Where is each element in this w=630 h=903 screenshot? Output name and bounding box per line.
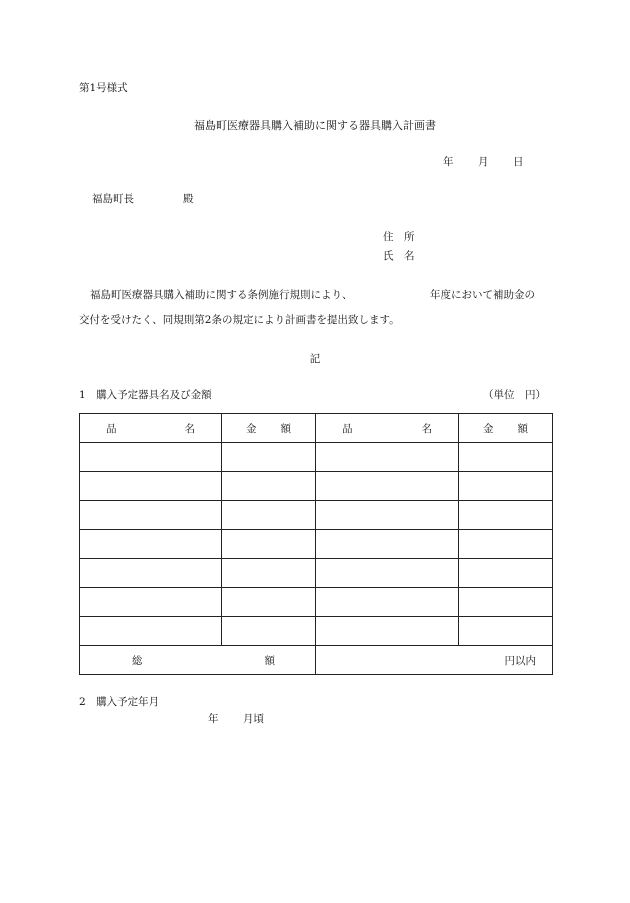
header-amount-1: 金 額 — [222, 414, 316, 443]
item-name-cell[interactable] — [316, 443, 459, 472]
amount-cell[interactable] — [459, 530, 553, 559]
amount-cell[interactable] — [222, 588, 316, 617]
body-line-1a: 福島町医療器具購入補助に関する条例施行規則により、 — [90, 289, 353, 301]
item-name-cell[interactable] — [316, 501, 459, 530]
form-number: 第1号様式 — [79, 82, 128, 94]
amount-cell[interactable] — [459, 472, 553, 501]
total-label-b: 額 — [264, 654, 275, 667]
item-name-cell[interactable] — [80, 501, 222, 530]
table-row — [80, 501, 553, 530]
table-row — [80, 617, 553, 646]
amount-cell[interactable] — [459, 559, 553, 588]
amount-cell[interactable] — [222, 501, 316, 530]
item-name-cell[interactable] — [80, 588, 222, 617]
item-name-cell[interactable] — [80, 617, 222, 646]
item-name-cell[interactable] — [316, 559, 459, 588]
unit-label: （単位 円） — [483, 389, 546, 401]
date-year-label: 年 — [443, 156, 454, 168]
table-row — [80, 588, 553, 617]
item-name-cell[interactable] — [316, 472, 459, 501]
amount-cell[interactable] — [222, 559, 316, 588]
document-title: 福島町医療器具購入補助に関する器具購入計画書 — [194, 119, 436, 132]
table-row — [80, 559, 553, 588]
item-name-cell[interactable] — [80, 530, 222, 559]
planned-month-label: 月頃 — [243, 713, 264, 725]
date-day-label: 日 — [513, 156, 524, 168]
item-name-cell[interactable] — [80, 443, 222, 472]
recipient-name: 福島町長 — [92, 193, 134, 205]
table-row — [80, 443, 553, 472]
table-row — [80, 472, 553, 501]
body-line-1b: 年度において補助金の — [430, 289, 535, 301]
body-line-2: 交付を受けたく、同規則第2条の規定により計画書を提出致します。 — [79, 314, 400, 326]
total-suffix: 円以内 — [504, 654, 536, 667]
item-name-cell[interactable] — [80, 472, 222, 501]
amount-cell[interactable] — [222, 617, 316, 646]
amount-cell[interactable] — [222, 443, 316, 472]
date-month-label: 月 — [478, 156, 489, 168]
total-label-cell — [80, 646, 316, 675]
total-amount-cell[interactable] — [316, 646, 553, 675]
amount-cell[interactable] — [459, 617, 553, 646]
items-table — [79, 413, 553, 675]
total-row — [80, 646, 553, 675]
header-item-name-1: 品 名 — [80, 414, 222, 443]
section-2-heading: 2 購入予定年月 — [79, 696, 160, 708]
item-name-cell[interactable] — [316, 588, 459, 617]
amount-cell[interactable] — [459, 443, 553, 472]
amount-cell[interactable] — [459, 501, 553, 530]
table-row — [80, 530, 553, 559]
item-name-cell[interactable] — [316, 617, 459, 646]
planned-year-label: 年 — [208, 713, 219, 725]
item-name-cell[interactable] — [316, 530, 459, 559]
header-amount-2: 金 額 — [459, 414, 553, 443]
header-item-name-2: 品 名 — [316, 414, 459, 443]
ki-heading: 記 — [309, 353, 321, 365]
amount-cell[interactable] — [222, 472, 316, 501]
address-label: 住 所 — [383, 231, 415, 243]
item-name-cell[interactable] — [80, 559, 222, 588]
name-label: 氏 名 — [383, 250, 415, 262]
section-1-heading: 1 購入予定器具名及び金額 — [79, 389, 212, 401]
amount-cell[interactable] — [459, 588, 553, 617]
total-label-a: 総 — [132, 654, 143, 667]
table-header-row — [80, 414, 553, 443]
recipient-honorific: 殿 — [183, 193, 194, 205]
amount-cell[interactable] — [222, 530, 316, 559]
